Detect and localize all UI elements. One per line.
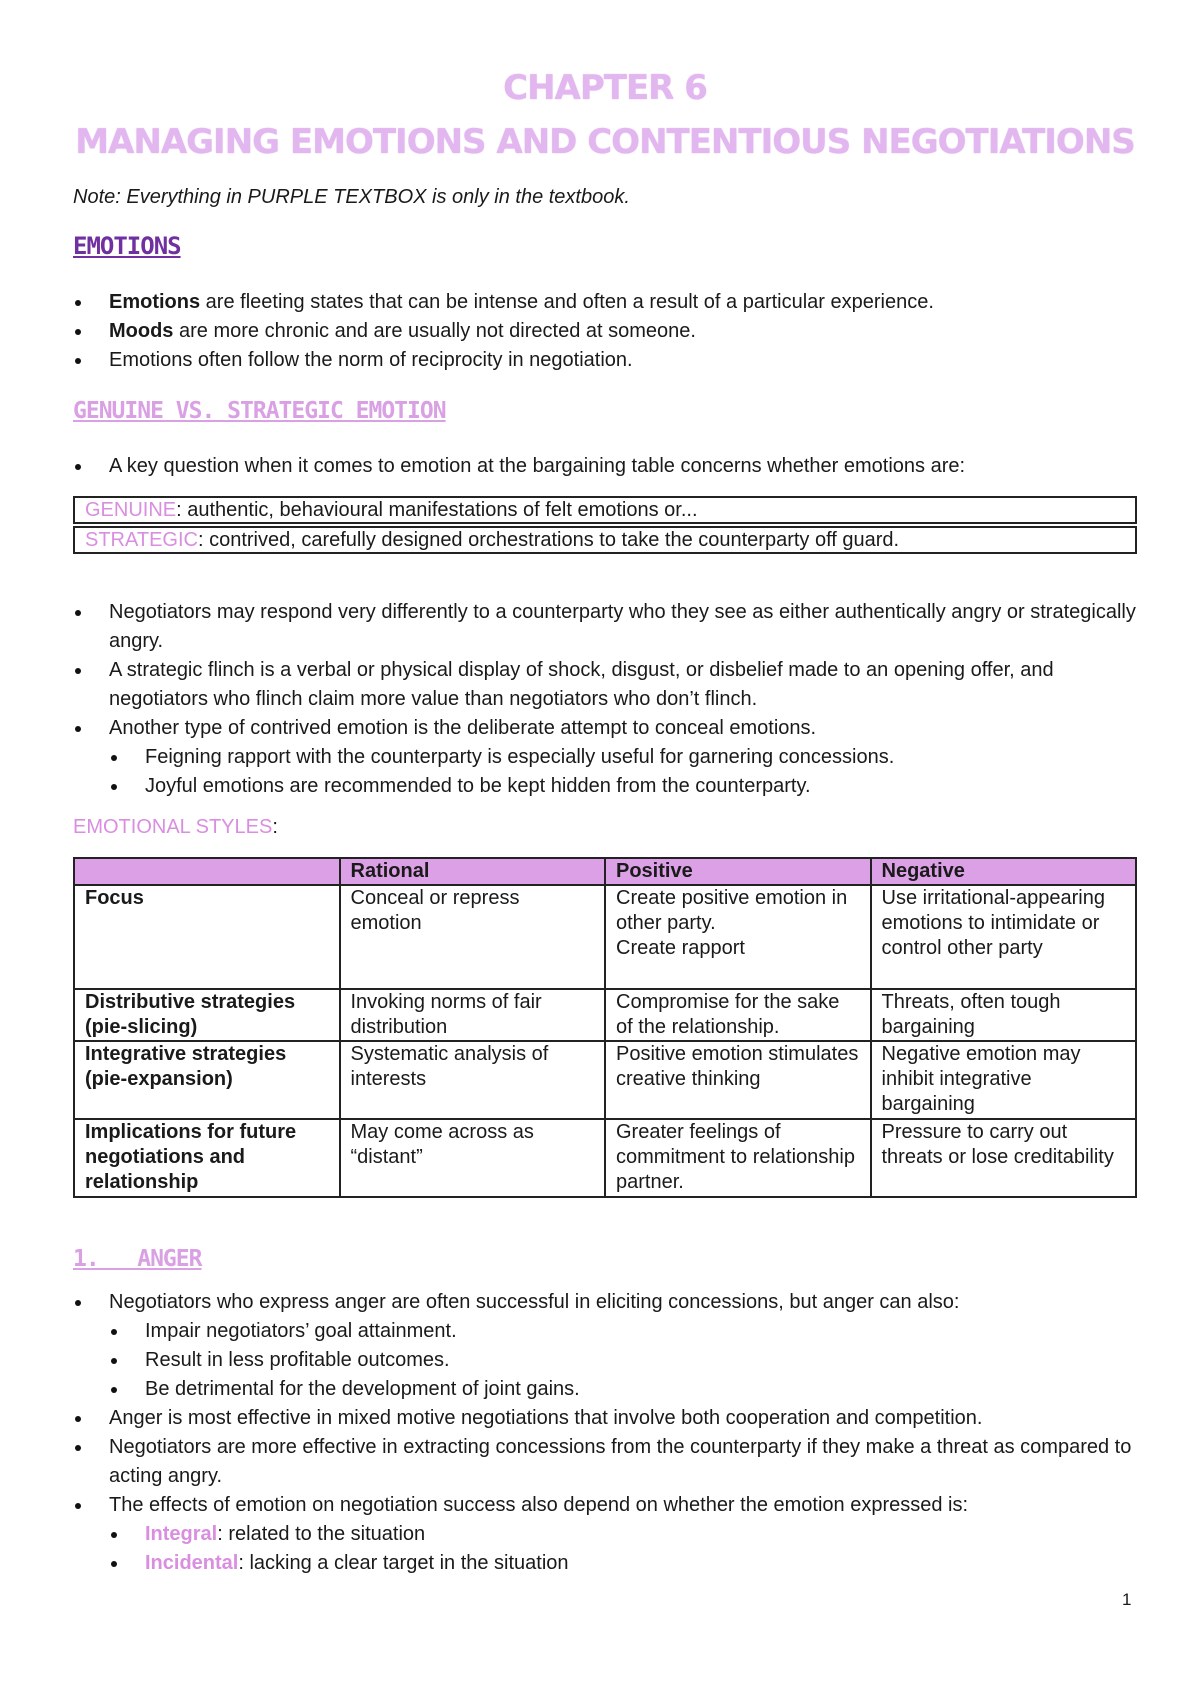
table-cell: Pressure to carry out threats or lose creditability xyxy=(871,1119,1137,1197)
table-header-row xyxy=(74,858,1136,885)
list-subitem: Result in less profitable outcomes. xyxy=(73,1346,1137,1375)
heading-emotions: EMOTIONS xyxy=(73,232,181,260)
emotional-styles-table xyxy=(73,857,1137,1198)
emotions-list xyxy=(73,288,1137,375)
list-item: A strategic flinch is a verbal or physical display of shock, disgust, or disbelief made to an opening offer, and negotiators who flinch claim more value than negotiators who don’t flinch. xyxy=(73,656,1137,714)
table-cell: May come across as “distant” xyxy=(340,1119,606,1197)
column-header-negative: Negative xyxy=(871,858,1137,885)
list-item: Emotions often follow the norm of reciprocity in negotiation. xyxy=(73,346,1137,375)
table-row xyxy=(74,885,1136,989)
purple-textbox xyxy=(73,496,1137,554)
column-header xyxy=(74,858,340,885)
heading-genuine-vs-strategic: GENUINE VS. STRATEGIC EMOTION xyxy=(73,398,446,424)
list-subitem: Impair negotiators’ goal attainment. xyxy=(73,1317,1137,1346)
anger-list xyxy=(73,1288,1137,1578)
row-header: Focus xyxy=(74,885,340,989)
table-cell: Negative emotion may inhibit integrative bargaining xyxy=(871,1041,1137,1119)
heading-anger: 1. ANGER xyxy=(73,1246,202,1272)
chapter-subtitle: MANAGING EMOTIONS AND CONTENTIOUS NEGOTIATIONS xyxy=(75,122,1135,162)
table-cell: Positive emotion stimulates creative thinking xyxy=(605,1041,871,1119)
list-item: Negotiators are more effective in extracting concessions from the counterparty if they make a threat as compared to acting angry. xyxy=(73,1433,1137,1491)
list-subitem-incidental: Incidental: lacking a clear target in the situation xyxy=(73,1549,1137,1578)
emotional-styles-label: EMOTIONAL STYLES: xyxy=(73,816,278,838)
list-item: Emotions are fleeting states that can be intense and often a result of a particular experience. xyxy=(73,288,1137,317)
list-item: Another type of contrived emotion is the deliberate attempt to conceal emotions. xyxy=(73,714,1137,743)
table-cell: Create positive emotion in other party. Create rapport xyxy=(605,885,871,989)
list-item: Anger is most effective in mixed motive negotiations that involve both cooperation and competition. xyxy=(73,1404,1137,1433)
page-number: 1 xyxy=(1122,1590,1132,1609)
strategic-definition: STRATEGIC: contrived, carefully designed orchestrations to take the counterparty off guard. xyxy=(73,526,1137,554)
row-header: Implications for future negotiations and relationship xyxy=(74,1119,340,1197)
table-cell: Invoking norms of fair distribution xyxy=(340,989,606,1041)
column-header-positive: Positive xyxy=(605,858,871,885)
list-subitem-integral: Integral: related to the situation xyxy=(73,1520,1137,1549)
table-cell: Compromise for the sake of the relationship. xyxy=(605,989,871,1041)
row-header: Integrative strategies (pie-expansion) xyxy=(74,1041,340,1119)
genuine-list xyxy=(73,598,1137,801)
column-header-rational: Rational xyxy=(340,858,606,885)
textbook-note: Note: Everything in PURPLE TEXTBOX is only in the textbook. xyxy=(73,186,630,208)
list-item: Negotiators may respond very differently to a counterparty who they see as either authentically angry or strategically angry. xyxy=(73,598,1137,656)
table-row xyxy=(74,989,1136,1041)
list-item: Moods are more chronic and are usually not directed at someone. xyxy=(73,317,1137,346)
genuine-intro-list xyxy=(73,452,1137,481)
genuine-definition: GENUINE: authentic, behavioural manifestations of felt emotions or... xyxy=(73,496,1137,524)
row-header: Distributive strategies (pie-slicing) xyxy=(74,989,340,1041)
table-row xyxy=(74,1119,1136,1197)
list-item: The effects of emotion on negotiation success also depend on whether the emotion expressed is: xyxy=(73,1491,1137,1520)
chapter-title: CHAPTER 6 xyxy=(503,68,707,108)
list-subitem: Be detrimental for the development of joint gains. xyxy=(73,1375,1137,1404)
list-item: Negotiators who express anger are often successful in eliciting concessions, but anger can also: xyxy=(73,1288,1137,1317)
list-subitem: Joyful emotions are recommended to be kept hidden from the counterparty. xyxy=(73,772,1137,801)
list-item: A key question when it comes to emotion at the bargaining table concerns whether emotions are: xyxy=(73,452,1137,481)
table-row xyxy=(74,1041,1136,1119)
table-cell: Threats, often tough bargaining xyxy=(871,989,1137,1041)
table-cell: Systematic analysis of interests xyxy=(340,1041,606,1119)
list-subitem: Feigning rapport with the counterparty is especially useful for garnering concessions. xyxy=(73,743,1137,772)
table-cell: Greater feelings of commitment to relationship partner. xyxy=(605,1119,871,1197)
table-cell: Conceal or repress emotion xyxy=(340,885,606,989)
table-cell: Use irritational-appearing emotions to intimidate or control other party xyxy=(871,885,1137,989)
